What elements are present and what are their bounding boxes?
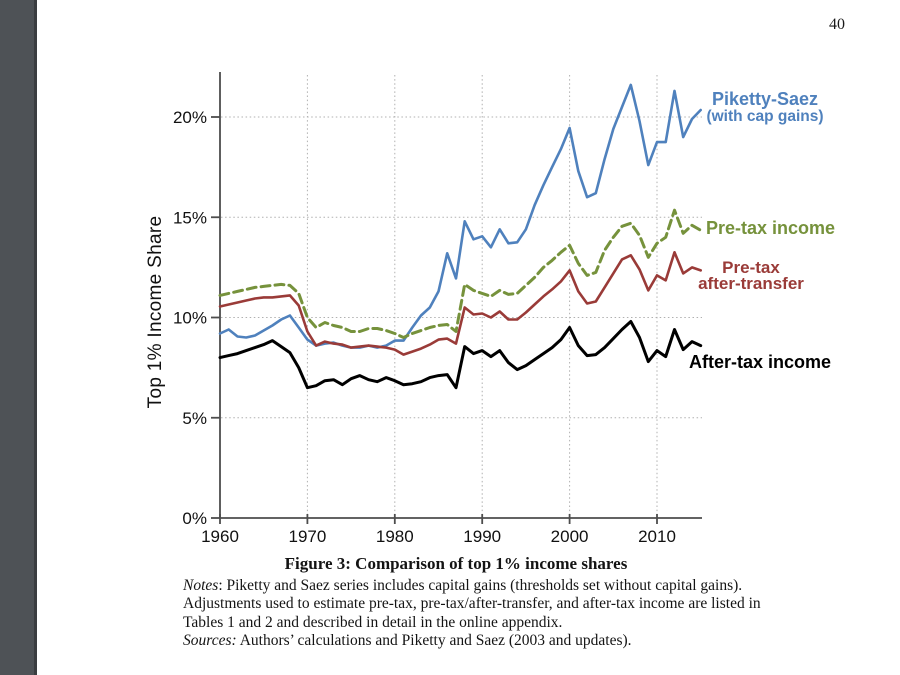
series-label-piketty-saez: [690, 90, 840, 126]
y-tick-label: 20%: [172, 108, 207, 127]
x-tick-label: 1960: [201, 527, 239, 546]
caption-sources-line: [183, 632, 775, 650]
sources-text: Authors’ calculations and Piketty and Saez (2003 and updates).: [236, 632, 632, 650]
series-line-after-tax-income: [220, 322, 701, 388]
figure-title: Figure 3: Comparison of top 1% income shares: [284, 554, 628, 573]
series-label-pretax-after-transfer-line1: Pre-tax: [722, 258, 780, 277]
figure-caption: [183, 554, 775, 651]
series-label-pretax-after-transfer: [692, 260, 810, 292]
x-tick-label: 1970: [288, 527, 327, 546]
sources-label: Sources:: [183, 632, 237, 650]
caption-notes-line3: Tables 1 and 2 and described in detail in the online appendix.: [183, 613, 563, 631]
x-tick-label: 1990: [463, 527, 502, 546]
x-tick-label: 2000: [550, 527, 589, 546]
y-tick-label: 15%: [172, 208, 207, 228]
notes-text: : Piketty and Saez series includes capital gains (thresholds set without capital gains).: [218, 577, 743, 594]
x-tick-label: 1980: [375, 527, 414, 546]
series-label-piketty-saez-line2: (with cap gains): [706, 108, 824, 125]
y-tick-label: 5%: [182, 408, 207, 428]
y-axis-title: Top 1% Income Share: [145, 215, 166, 409]
notes-label: Notes: [183, 577, 219, 594]
series-label-pretax-after-transfer-line2: after-transfer: [698, 274, 804, 293]
page-number: 40: [829, 16, 845, 33]
caption-notes-line2: Adjustments used to estimate pre-tax, pre-tax/after-transfer, and after-tax income are listed in: [183, 595, 761, 613]
series-label-pretax-income: Pre-tax income: [706, 218, 836, 238]
y-tick-label: 0%: [182, 509, 207, 528]
y-tick-label: 10%: [172, 308, 207, 328]
caption-notes-line1: [183, 577, 775, 595]
x-tick-label: 2010: [638, 527, 676, 546]
axis-lines: [220, 72, 702, 518]
series-label-piketty-saez-line1: Piketty-Saez: [711, 89, 819, 109]
series-label-after-tax-income: After-tax income: [689, 352, 832, 372]
